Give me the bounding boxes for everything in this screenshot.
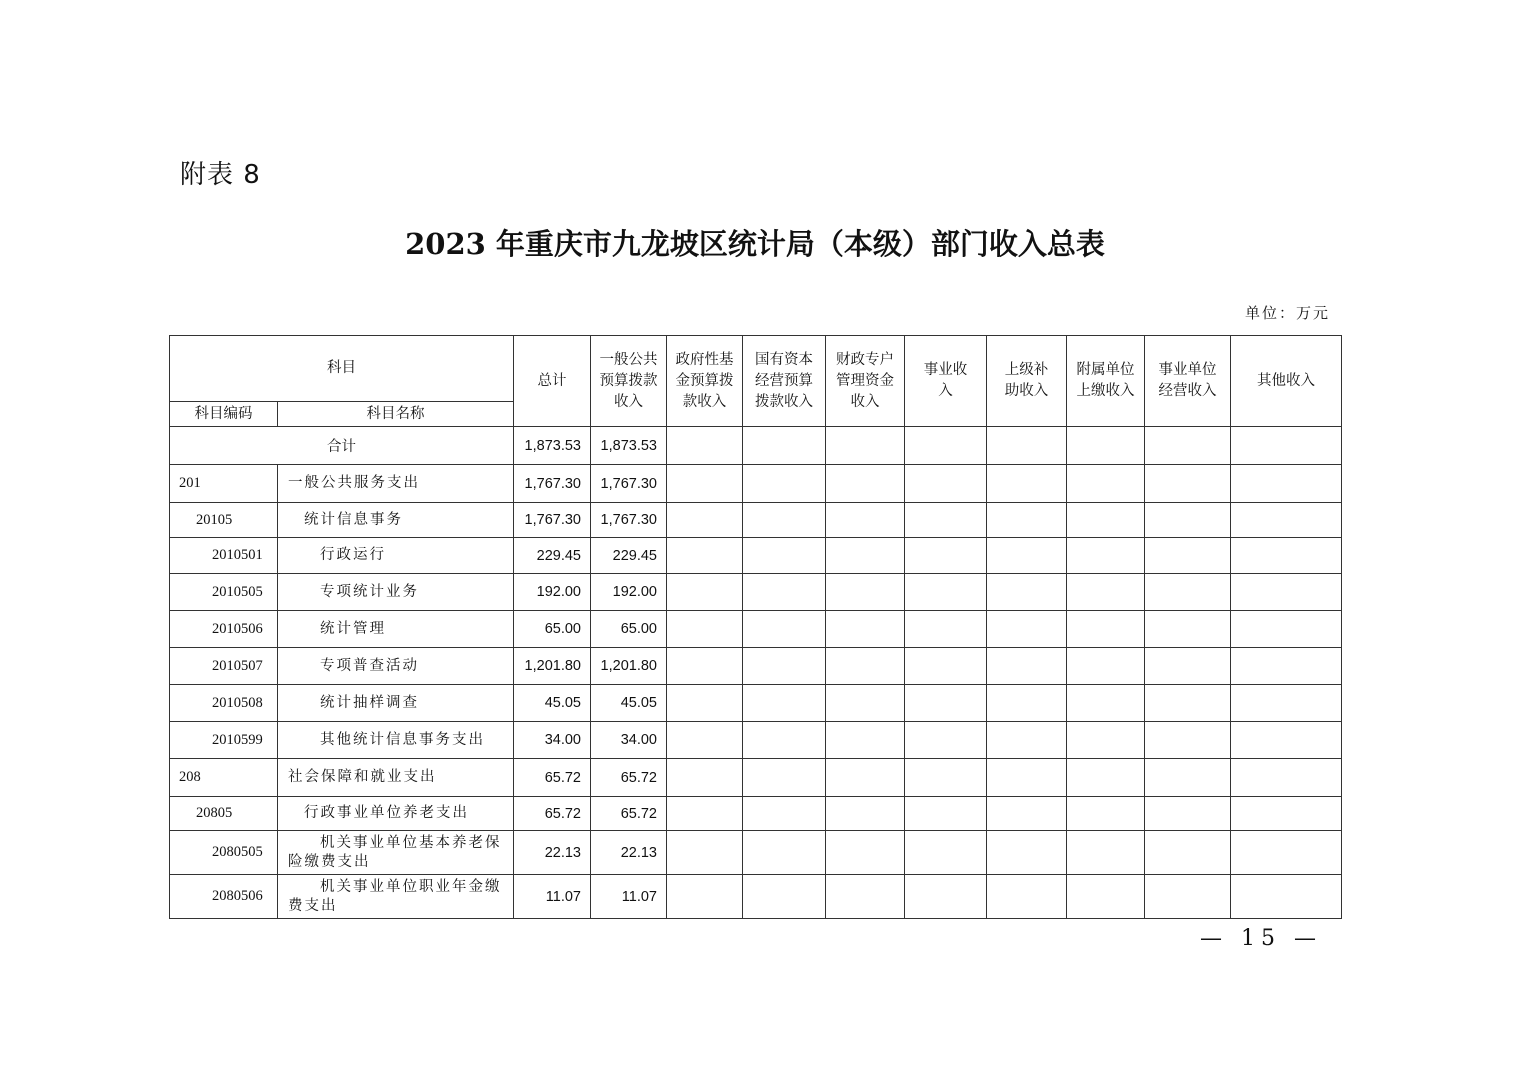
row-general-budget: 65.00	[591, 611, 667, 648]
row-total: 34.00	[514, 722, 591, 759]
row-total: 11.07	[514, 875, 591, 919]
row-total: 65.00	[514, 611, 591, 648]
header-total: 总计	[514, 336, 591, 427]
subject-code: 201	[170, 465, 278, 503]
row-general-budget: 229.45	[591, 538, 667, 574]
row-total: 22.13	[514, 831, 591, 875]
row-total: 1,201.80	[514, 648, 591, 685]
header-business-operation: 事业单位经营收入	[1145, 336, 1231, 427]
table-row	[170, 503, 1342, 538]
header-other-income: 其他收入	[1231, 336, 1342, 427]
appendix-label: 附表 8	[180, 160, 261, 190]
income-summary-table	[169, 335, 1342, 919]
subject-code: 2080506	[170, 875, 278, 919]
table-row	[170, 875, 1342, 919]
table-row	[170, 797, 1342, 831]
row-general-budget: 1,201.80	[591, 648, 667, 685]
row-general-budget: 34.00	[591, 722, 667, 759]
page-title: 2023 年重庆市九龙坡区统计局（本级）部门收入总表	[405, 227, 1105, 261]
table-row	[170, 648, 1342, 685]
total-row-total: 1,873.53	[514, 427, 591, 465]
subject-code: 2010507	[170, 648, 278, 685]
subject-name: 社会保障和就业支出	[278, 759, 514, 797]
row-general-budget: 192.00	[591, 574, 667, 611]
row-general-budget: 11.07	[591, 875, 667, 919]
subject-code: 2010599	[170, 722, 278, 759]
header-subject-name: 科目名称	[278, 402, 514, 427]
table-row	[170, 538, 1342, 574]
subject-code: 208	[170, 759, 278, 797]
subject-code: 2010501	[170, 538, 278, 574]
row-general-budget: 65.72	[591, 797, 667, 831]
header-business-income: 事业收入	[905, 336, 987, 427]
row-general-budget: 1,767.30	[591, 503, 667, 538]
subject-name: 其他统计信息事务支出	[278, 722, 514, 759]
subject-code: 2010508	[170, 685, 278, 722]
row-total: 1,767.30	[514, 465, 591, 503]
unit-label: 单位：万元	[1244, 304, 1330, 322]
row-total: 229.45	[514, 538, 591, 574]
subject-name: 统计信息事务	[278, 503, 514, 538]
table-row	[170, 831, 1342, 875]
header-subject-code: 科目编码	[170, 402, 278, 427]
subject-name: 一般公共服务支出	[278, 465, 514, 503]
header-special-account: 财政专户管理资金收入	[826, 336, 905, 427]
subject-code: 2010506	[170, 611, 278, 648]
subject-name: 专项统计业务	[278, 574, 514, 611]
total-row-label: 合计	[170, 427, 514, 465]
subject-name: 统计管理	[278, 611, 514, 648]
header-affiliated-payment: 附属单位上缴收入	[1067, 336, 1145, 427]
subject-name: 统计抽样调查	[278, 685, 514, 722]
row-general-budget: 65.72	[591, 759, 667, 797]
header-gov-fund: 政府性基金预算拨款收入	[667, 336, 743, 427]
table-row	[170, 722, 1342, 759]
page-number: — 15 —	[1200, 926, 1322, 951]
row-total: 192.00	[514, 574, 591, 611]
subject-code: 2080505	[170, 831, 278, 875]
row-total: 65.72	[514, 759, 591, 797]
table-row	[170, 759, 1342, 797]
row-general-budget: 45.05	[591, 685, 667, 722]
row-total: 45.05	[514, 685, 591, 722]
subject-name: 机关事业单位职业年金缴费支出	[278, 875, 514, 919]
row-general-budget: 1,767.30	[591, 465, 667, 503]
header-subject: 科目	[170, 336, 514, 402]
subject-code: 20805	[170, 797, 278, 831]
subject-code: 2010505	[170, 574, 278, 611]
table-row	[170, 685, 1342, 722]
table-row	[170, 465, 1342, 503]
subject-name: 机关事业单位基本养老保险缴费支出	[278, 831, 514, 875]
subject-name: 专项普查活动	[278, 648, 514, 685]
table-row	[170, 611, 1342, 648]
row-total: 1,767.30	[514, 503, 591, 538]
header-state-capital: 国有资本经营预算拨款收入	[743, 336, 826, 427]
total-row-general-budget: 1,873.53	[591, 427, 667, 465]
header-general-budget: 一般公共预算拨款收入	[591, 336, 667, 427]
subject-code: 20105	[170, 503, 278, 538]
row-general-budget: 22.13	[591, 831, 667, 875]
table-header	[170, 336, 1342, 427]
total-row	[170, 427, 1342, 465]
subject-name: 行政运行	[278, 538, 514, 574]
table-row	[170, 574, 1342, 611]
row-total: 65.72	[514, 797, 591, 831]
header-superior-subsidy: 上级补助收入	[987, 336, 1067, 427]
subject-name: 行政事业单位养老支出	[278, 797, 514, 831]
